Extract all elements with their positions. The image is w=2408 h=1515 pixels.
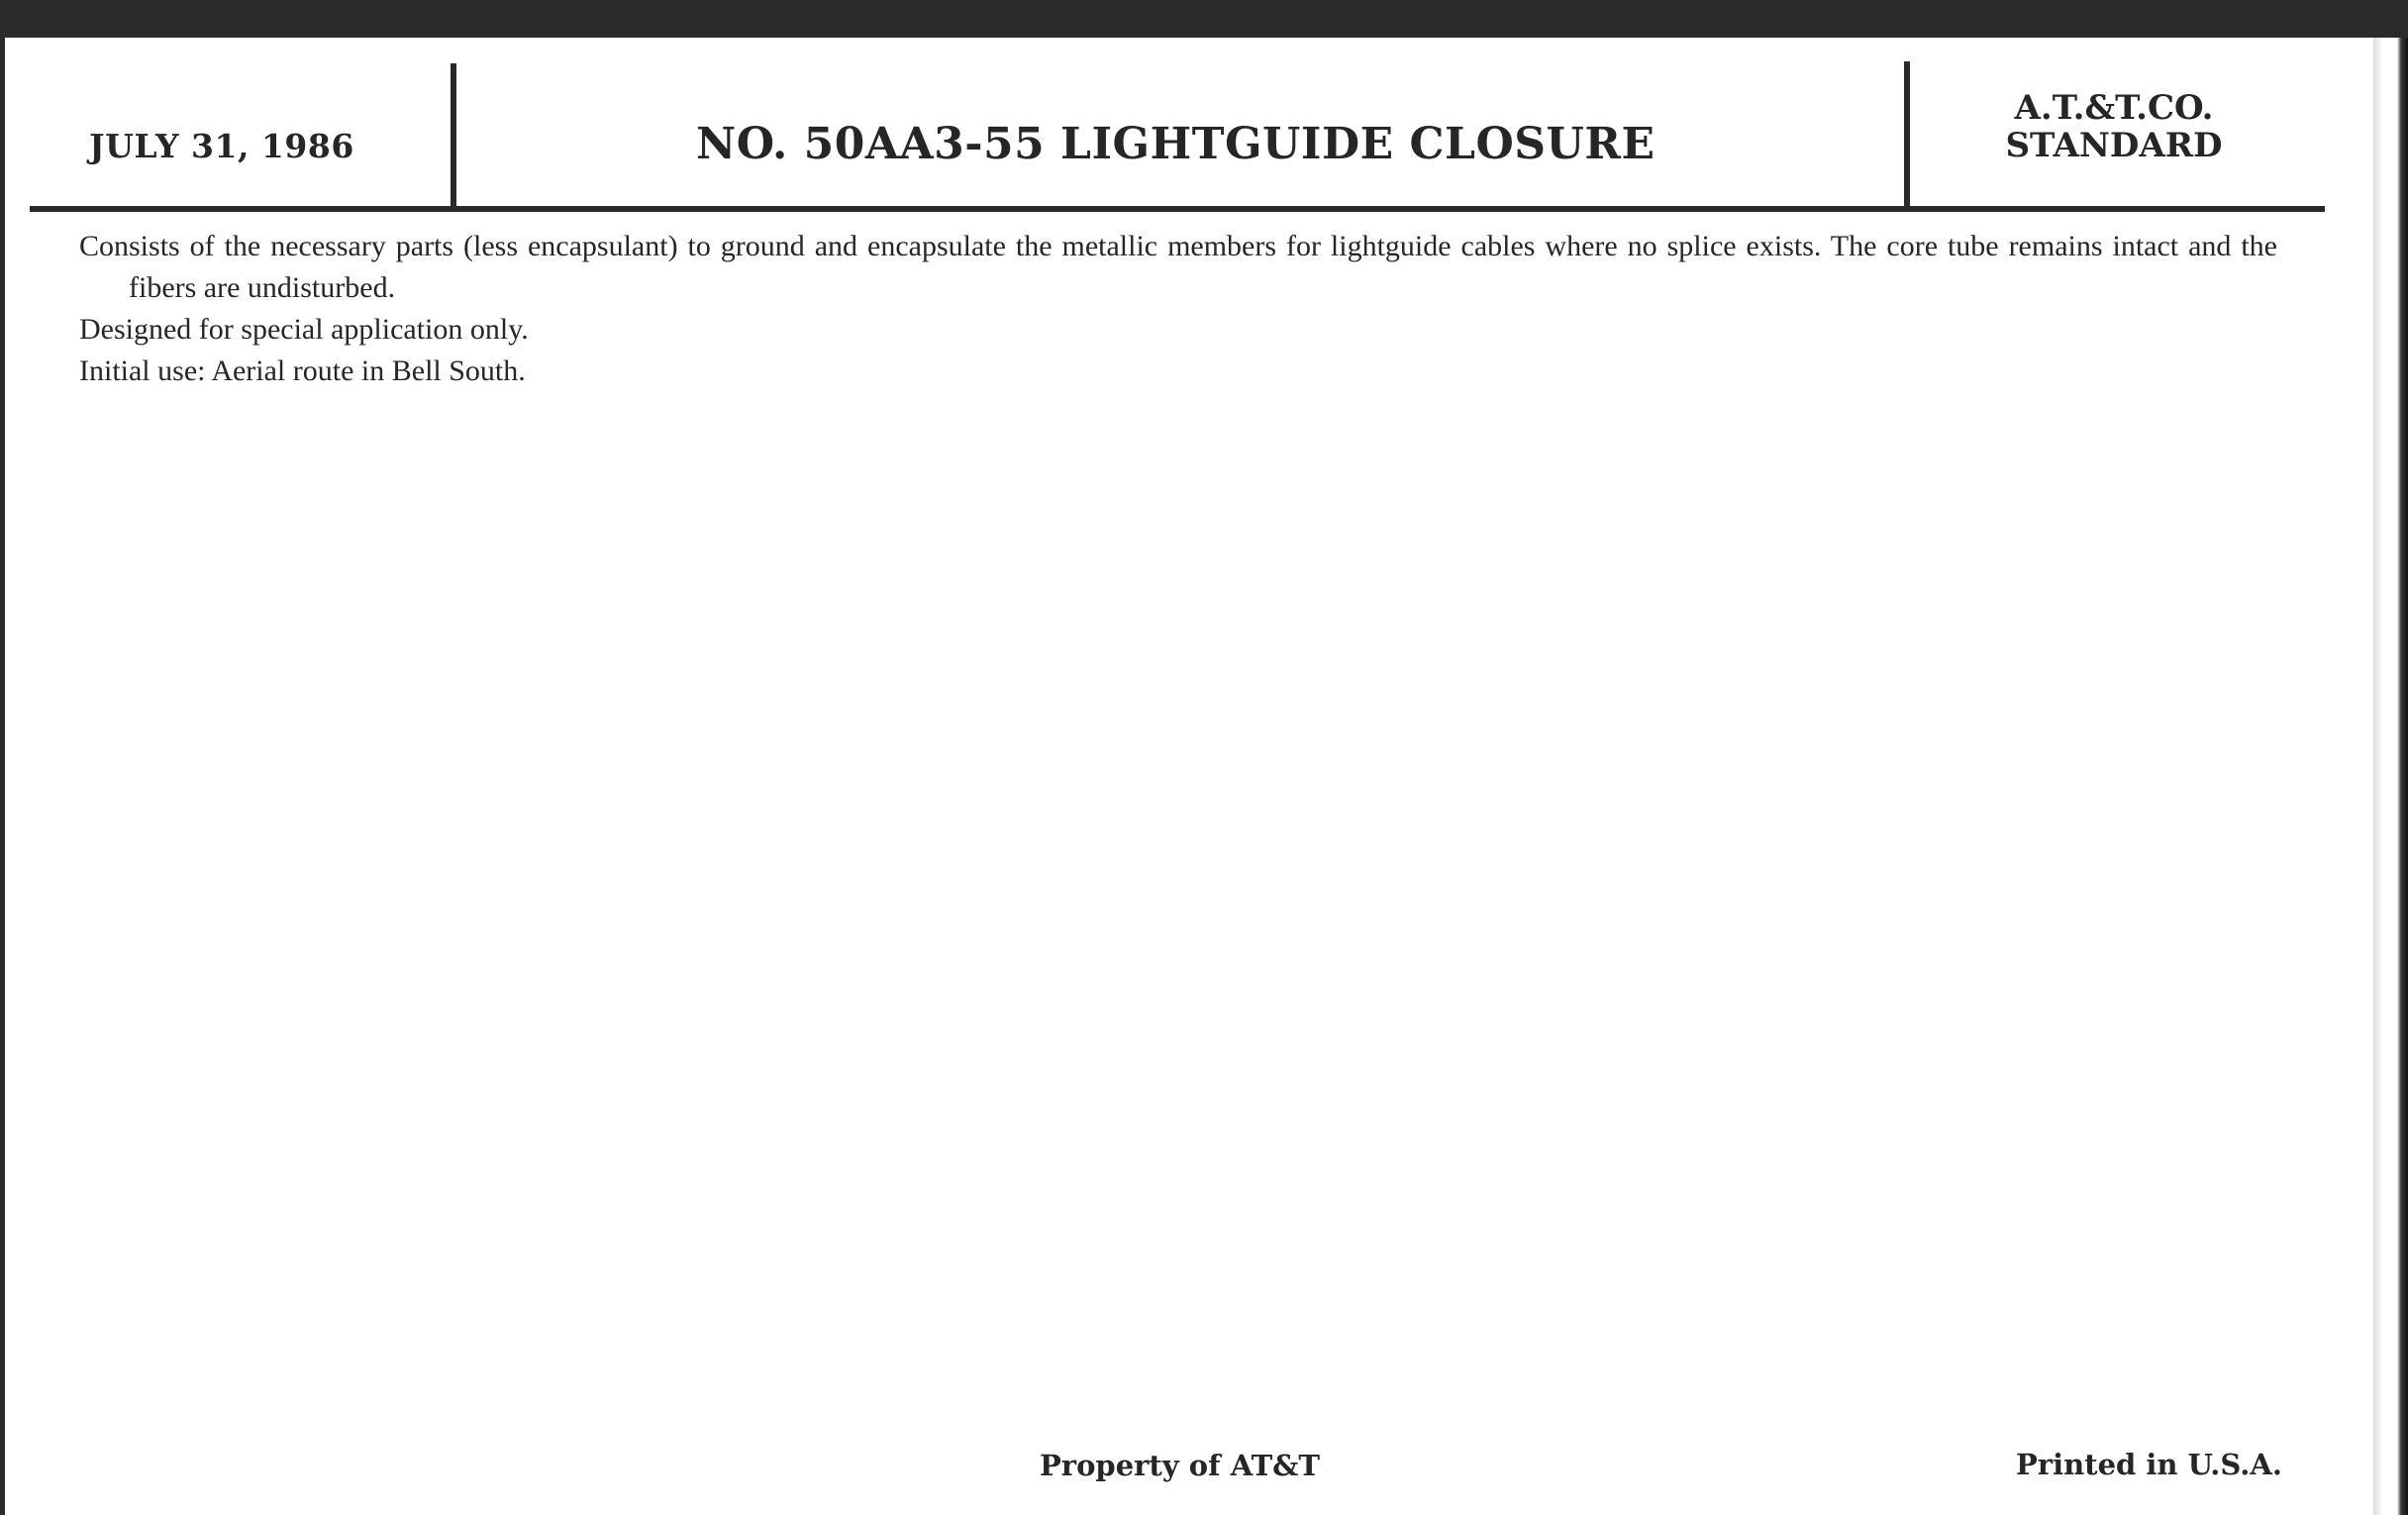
header-divider-right — [1904, 61, 1910, 210]
card-edge — [2373, 38, 2408, 1515]
standard-line-2: STANDARD — [2005, 126, 2223, 165]
body-paragraph: Consists of the necessary parts (less encapsulant) to ground and encapsulate the metallic members for lightguide cables where no splice exists. The core tube remains intact and the fibers are undisturbed. — [79, 230, 2277, 304]
header-rule — [30, 206, 2325, 212]
printed-note: Printed in U.S.A. — [2016, 1448, 2282, 1481]
standard-mark — [1941, 89, 2287, 164]
property-note: Property of AT&T — [1040, 1449, 1320, 1482]
document-body — [79, 226, 2277, 392]
document-title: NO. 50AA3-55 LIGHTGUIDE CLOSURE — [696, 119, 1656, 169]
document-date: JULY 31, 1986 — [89, 127, 354, 165]
header-divider-left — [451, 63, 456, 210]
body-paragraph: Designed for special application only. — [79, 313, 529, 346]
standard-line-1: A.T.&T.CO. — [2014, 88, 2214, 128]
body-paragraph: Initial use: Aerial route in Bell South. — [79, 354, 526, 387]
